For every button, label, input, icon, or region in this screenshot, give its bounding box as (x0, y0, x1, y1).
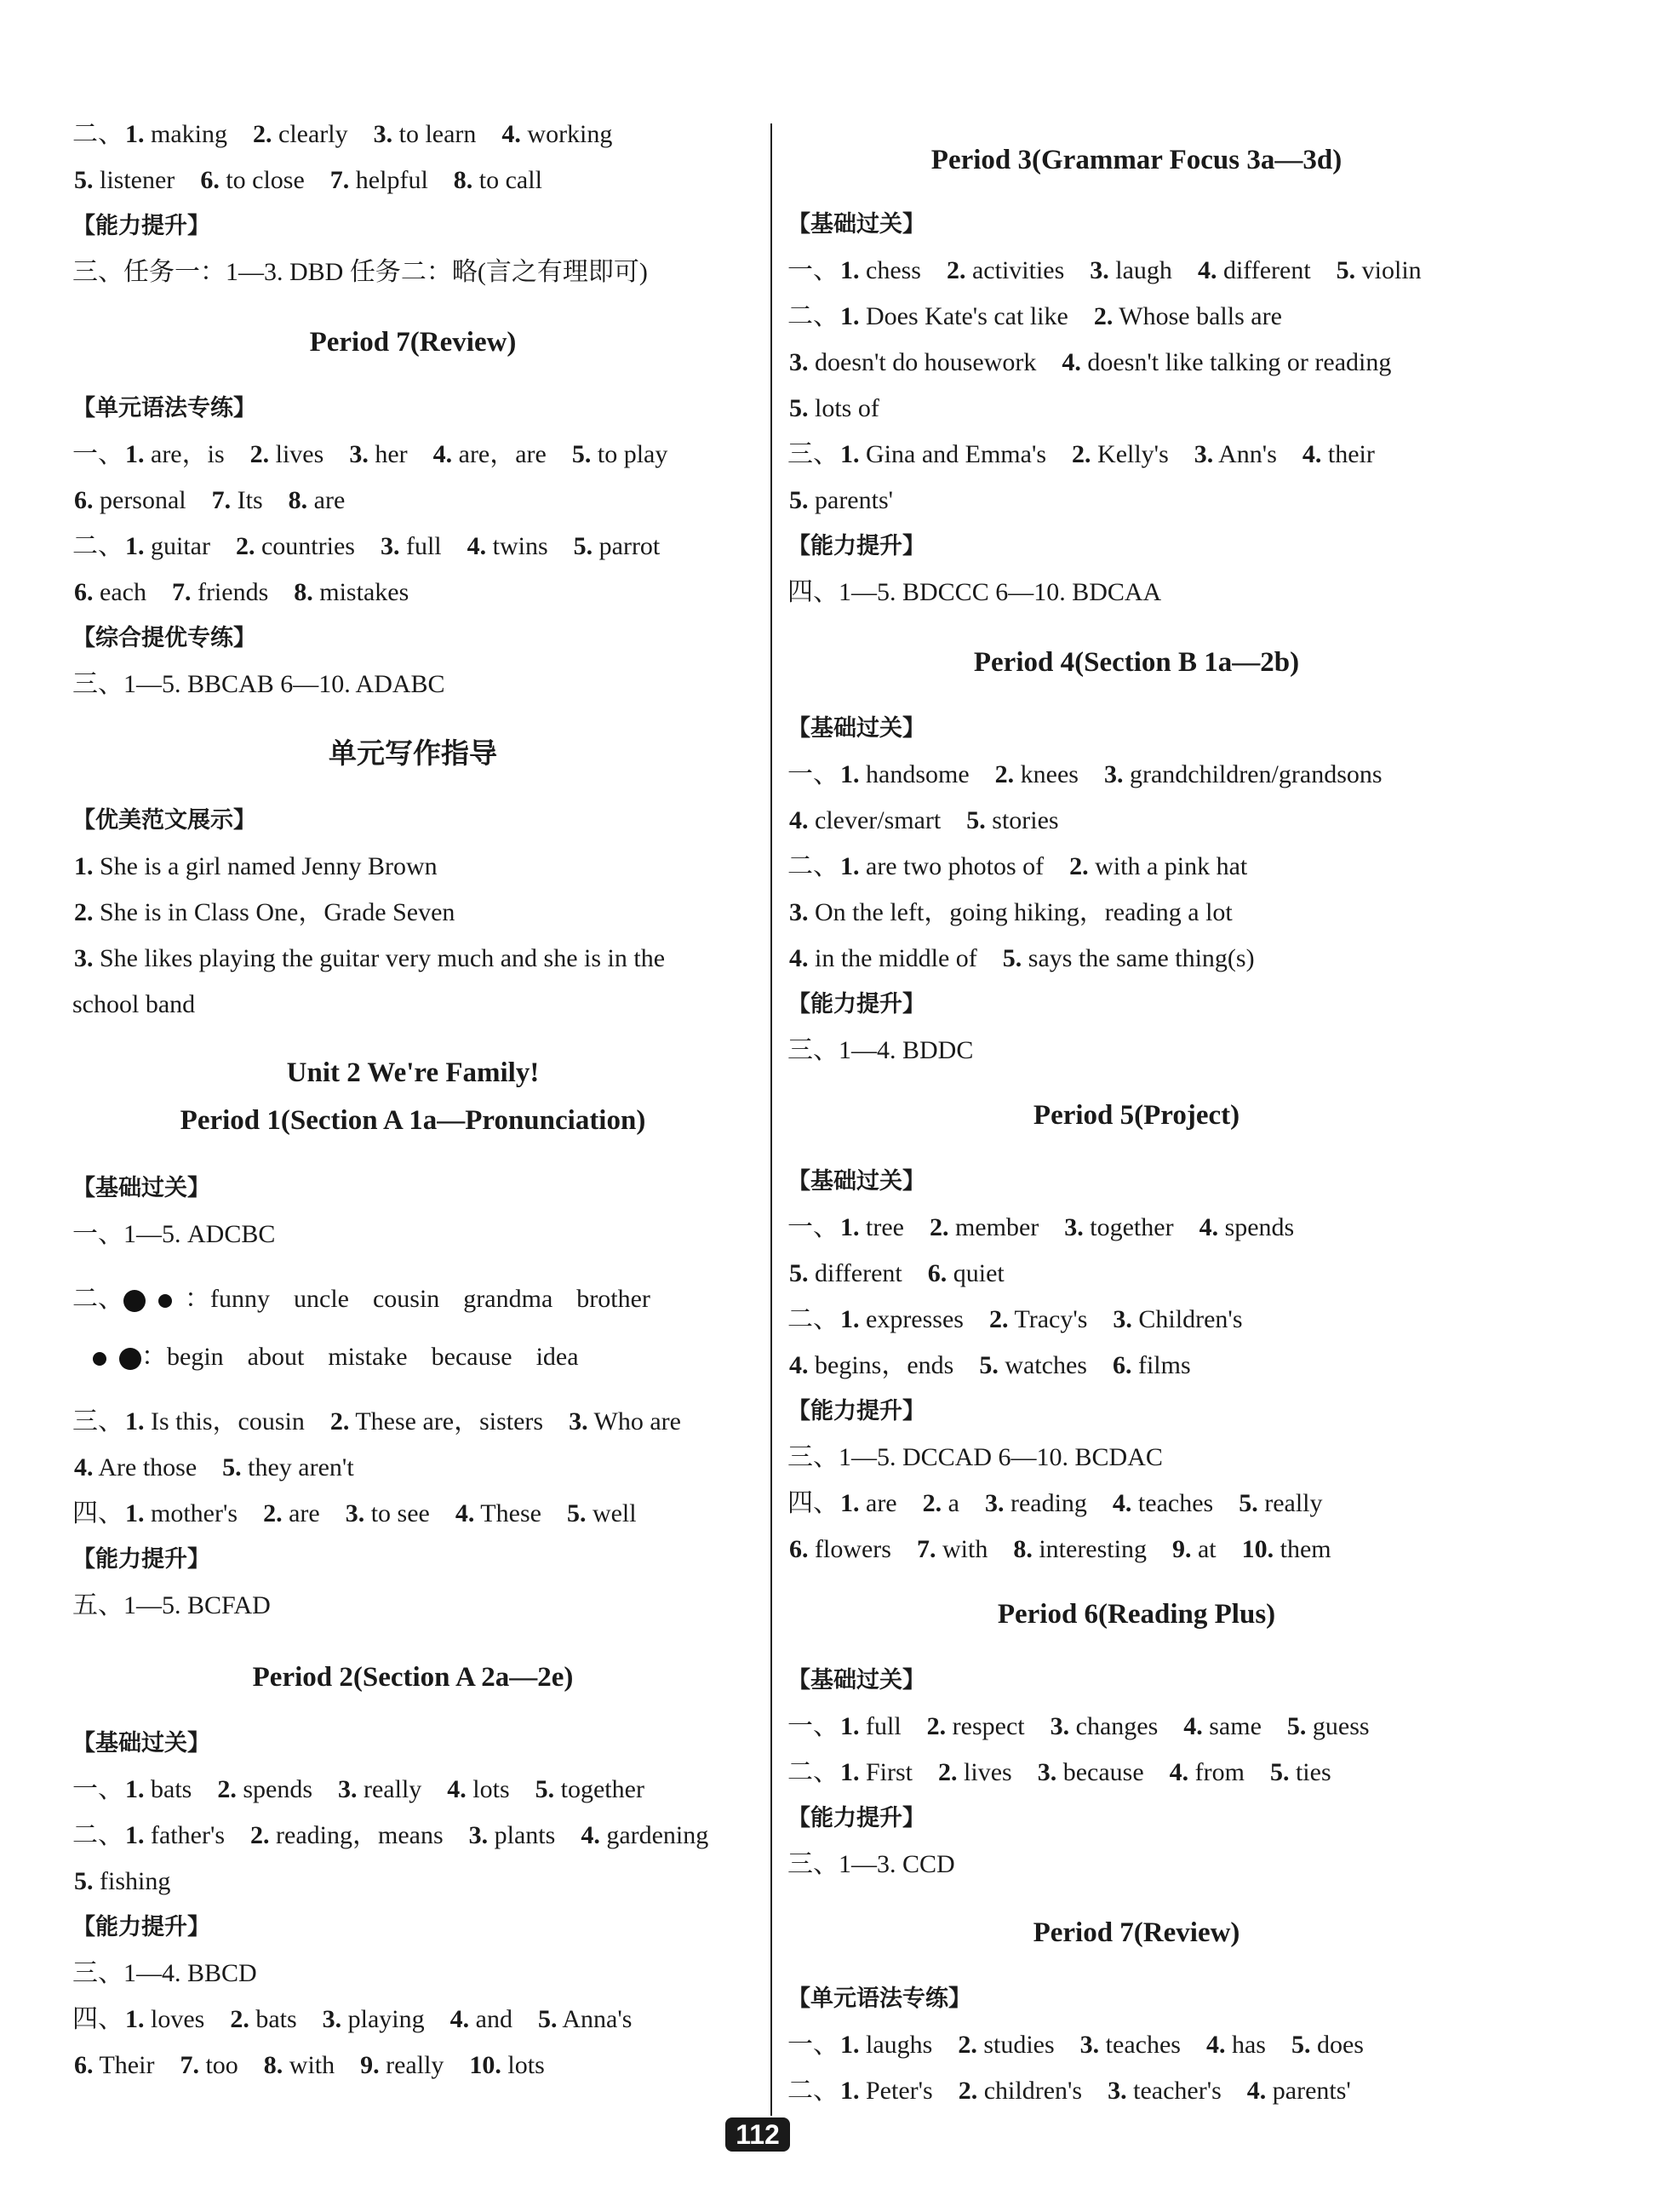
phonics-line: 二、 ：funny uncle cousin grandma brother (72, 1285, 650, 1313)
answer-line: 5. different 6. quiet (789, 1259, 1005, 1287)
section-tag-ability: 【能力提升】 (72, 213, 210, 239)
answer-line: 一、1. handsome 2. knees 3. grandchildren/grandsons (787, 760, 1383, 788)
answer-line: 6. flowers 7. with 8. interesting 9. at 10. them (789, 1535, 1331, 1563)
answer-line: 二、1. Peter's 2. children's 3. teacher's 4. parents' (787, 2077, 1351, 2105)
answer-line: 5. fishing (74, 1867, 171, 1895)
answer-line: 三、1. Is this，cousin 2. These are，sisters 3. Who are (72, 1407, 681, 1436)
section-tag-basic: 【基础过关】 (787, 1667, 925, 1693)
answer-line: 二、1. First 2. lives 3. because 4. from 5. ties (787, 1758, 1331, 1786)
writing-heading: 单元写作指导 (329, 739, 497, 770)
answer-line: 三、1—3. CCD (787, 1850, 955, 1878)
answer-line: 四、1. loves 2. bats 3. playing 4. and 5. Anna's (72, 2005, 633, 2033)
answer-line: 二、1. guitar 2. countries 3. full 4. twins 5. parrot (72, 532, 661, 560)
period-heading: Period 7(Review) (309, 327, 517, 358)
answer-line: 5. listener 6. to close 7. helpful 8. to call (74, 166, 542, 194)
answer-line: 三、1—4. BDDC (787, 1036, 974, 1064)
answer-line: 5. lots of (789, 394, 879, 422)
answer-line: 6. personal 7. Its 8. are (74, 486, 346, 514)
answer-line: 三、1—5. DCCAD 6—10. BCDAC (787, 1443, 1163, 1471)
section-tag-grammar: 【单元语法专练】 (72, 395, 256, 421)
answer-line: 四、1—5. BDCCC 6—10. BDCAA (787, 578, 1162, 606)
answer-line: 4. clever/smart 5. stories (789, 806, 1059, 834)
answer-line: 一、1. are，is 2. lives 3. her 4. are，are 5. to play (72, 440, 668, 468)
unit-heading: Unit 2 We're Family! (286, 1057, 540, 1088)
section-tag-ability: 【能力提升】 (72, 1546, 210, 1573)
answer-line: 一、1. tree 2. member 3. together 4. spends (787, 1213, 1295, 1241)
period-heading: Period 7(Review) (1033, 1917, 1240, 1948)
answer-line: school band (72, 990, 196, 1018)
answer-line: 2. She is in Class One，Grade Seven (74, 898, 455, 926)
answer-line: 3. She likes playing the guitar very much and she is in the (74, 944, 666, 972)
section-tag-grammar: 【单元语法专练】 (787, 1986, 971, 2012)
stress-dot-icon (123, 1290, 146, 1312)
period-heading: Period 6(Reading Plus) (997, 1599, 1276, 1630)
answer-line: 一、1. laughs 2. studies 3. teaches 4. has 5. does (787, 2031, 1364, 2059)
section-tag-basic: 【基础过关】 (72, 1175, 210, 1201)
answer-line: 三、1—4. BBCD (72, 1959, 257, 1987)
period-heading: Period 3(Grammar Focus 3a—3d) (930, 145, 1343, 175)
section-tag-comprehensive: 【综合提优专练】 (72, 625, 256, 651)
section-tag-basic: 【基础过关】 (787, 211, 925, 238)
answer-line: 4. in the middle of 5. says the same thing(s) (789, 944, 1255, 972)
answer-line: 一、1—5. ADCBC (72, 1220, 276, 1248)
answer-line: 五、1—5. BCFAD (72, 1591, 271, 1619)
stress-dot-icon (119, 1348, 141, 1370)
answer-line: 3. On the left，going hiking，reading a lot (789, 898, 1233, 926)
section-tag-basic: 【基础过关】 (72, 1730, 210, 1756)
weak-dot-icon (93, 1352, 106, 1366)
column-divider (770, 123, 772, 2116)
answer-line: 一、1. full 2. respect 3. changes 4. same 5. guess (787, 1712, 1370, 1740)
page-number: 112 (725, 2117, 790, 2152)
answer-line: 二、1. expresses 2. Tracy's 3. Children's (787, 1305, 1243, 1333)
answer-line: 1. She is a girl named Jenny Brown (74, 852, 438, 880)
section-tag-ability: 【能力提升】 (72, 1914, 210, 1940)
section-tag-ability: 【能力提升】 (787, 533, 925, 559)
answer-line: 4. begins，ends 5. watches 6. films (789, 1351, 1191, 1379)
section-tag-ability: 【能力提升】 (787, 1398, 925, 1424)
section-tag-basic: 【基础过关】 (787, 1168, 925, 1195)
answer-line: 5. parents' (789, 486, 894, 514)
period-heading: Period 4(Section B 1a—2b) (973, 647, 1300, 678)
section-tag-ability: 【能力提升】 (787, 1805, 925, 1831)
answer-line: 二、1. Does Kate's cat like 2. Whose balls are (787, 302, 1282, 330)
section-tag-basic: 【基础过关】 (787, 715, 925, 742)
answer-line: 6. each 7. friends 8. mistakes (74, 578, 409, 606)
period-heading: Period 5(Project) (1033, 1100, 1240, 1131)
answer-line: 三、1. Gina and Emma's 2. Kelly's 3. Ann's 4. their (787, 440, 1375, 468)
section-tag-ability: 【能力提升】 (787, 991, 925, 1017)
period-heading: Period 1(Section A 1a—Pronunciation) (180, 1105, 646, 1136)
section-tag-sample: 【优美范文展示】 (72, 807, 256, 834)
answer-line: 4. Are those 5. they aren't (74, 1453, 354, 1481)
answer-line: 二、1. father's 2. reading，means 3. plants 4. gardening (72, 1821, 709, 1849)
answer-line: 3. doesn't do housework 4. doesn't like talking or reading (789, 348, 1392, 376)
answer-line: 一、1. bats 2. spends 3. really 4. lots 5. together (72, 1775, 644, 1803)
answer-line: 四、1. are 2. a 3. reading 4. teaches 5. really (787, 1489, 1323, 1517)
phonics-line: ：begin about mistake because idea (93, 1342, 579, 1372)
answer-line: 三、1—5. BBCAB 6—10. ADABC (72, 670, 445, 698)
period-heading: Period 2(Section A 2a—2e) (252, 1662, 574, 1693)
answer-line: 6. Their 7. too 8. with 9. really 10. lots (74, 2051, 545, 2079)
answer-line: 三、任务一：1—3. DBD 任务二：略(言之有理即可) (72, 258, 648, 286)
answer-line: 一、1. chess 2. activities 3. laugh 4. different 5. violin (787, 256, 1422, 284)
weak-dot-icon (158, 1294, 172, 1308)
answer-line: 二、1. making 2. clearly 3. to learn 4. working (72, 120, 613, 148)
answer-line: 四、1. mother's 2. are 3. to see 4. These 5. well (72, 1499, 637, 1527)
answer-line: 二、1. are two photos of 2. with a pink hat (787, 852, 1248, 880)
